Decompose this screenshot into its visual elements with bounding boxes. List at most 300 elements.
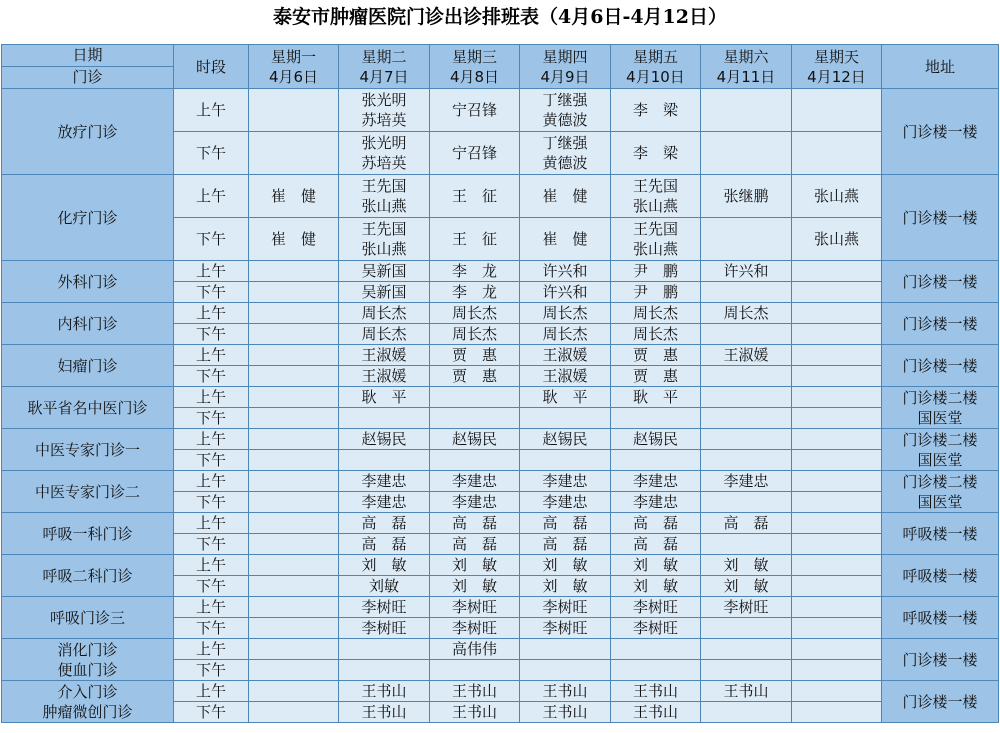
- weekday-label: 星期三: [451, 47, 497, 66]
- doctor-name: 刘 敏: [451, 577, 497, 595]
- doctor-name: 王先国: [361, 177, 407, 195]
- doctor-name: 李建忠: [542, 472, 588, 490]
- doctor-cell: [701, 660, 792, 681]
- doctor-name: 黄德波: [542, 154, 588, 172]
- doctor-cell: [611, 282, 701, 303]
- doctor-cell: [611, 576, 701, 597]
- doctor-cell: [792, 261, 882, 282]
- doctor-name: 王淑媛: [542, 346, 588, 364]
- doctor-name: 张继鹏: [723, 187, 769, 205]
- table-row: [2, 681, 999, 702]
- doctor-cell: [520, 89, 611, 132]
- doctor-name: 刘 敏: [361, 556, 407, 574]
- period-cell: 上午: [174, 639, 249, 660]
- doctor-name: 刘 敏: [451, 556, 497, 574]
- doctor-name: 王书山: [723, 682, 769, 700]
- doctor-name: 黄德波: [542, 111, 588, 129]
- weekday-label: 星期一: [270, 47, 316, 66]
- doctor-cell: [249, 555, 339, 576]
- department-name: [2, 429, 174, 471]
- doctor-cell: [339, 681, 430, 702]
- period-cell: 下午: [174, 324, 249, 345]
- doctor-cell: [611, 450, 701, 471]
- doctor-cell: [520, 555, 611, 576]
- doctor-name: 王书山: [451, 682, 497, 700]
- date-label: 日期: [2, 45, 173, 67]
- doctor-name: 崔 健: [270, 230, 316, 248]
- doctor-name: 王书山: [542, 682, 588, 700]
- doctor-cell: [701, 681, 792, 702]
- department-name: [2, 387, 174, 429]
- doctor-cell: [249, 89, 339, 132]
- doctor-cell: [611, 492, 701, 513]
- doctor-cell: [430, 471, 520, 492]
- doctor-cell: [701, 132, 792, 175]
- doctor-cell: [701, 218, 792, 261]
- period-cell: 上午: [174, 471, 249, 492]
- doctor-cell: [701, 597, 792, 618]
- table-row: [2, 471, 999, 492]
- period-cell: 上午: [174, 175, 249, 218]
- address-line: 呼吸楼一楼: [902, 524, 978, 543]
- address-line: 国医堂: [917, 492, 963, 511]
- doctor-cell: [520, 303, 611, 324]
- doctor-cell: [249, 218, 339, 261]
- doctor-cell: [430, 261, 520, 282]
- address-line: 门诊楼一楼: [902, 692, 978, 711]
- doctor-name: 李树旺: [723, 598, 769, 616]
- doctor-cell: [520, 345, 611, 366]
- doctor-name: 王淑媛: [361, 367, 407, 385]
- doctor-name: 张山燕: [813, 230, 859, 248]
- date-value: 4月9日: [540, 67, 590, 86]
- doctor-cell: [611, 681, 701, 702]
- doctor-name: 王先国: [632, 220, 678, 238]
- department-name-line: 呼吸一科门诊: [42, 524, 133, 543]
- doctor-cell: [792, 324, 882, 345]
- doctor-cell: [249, 282, 339, 303]
- doctor-name: 尹 鹏: [632, 262, 678, 280]
- doctor-cell: [520, 471, 611, 492]
- doctor-cell: [430, 408, 520, 429]
- department-name-line: 呼吸二科门诊: [42, 566, 133, 585]
- doctor-name: 王淑媛: [723, 346, 769, 364]
- doctor-cell: [792, 89, 882, 132]
- doctor-name: 宁召锋: [451, 144, 497, 162]
- doctor-name: 刘 敏: [632, 577, 678, 595]
- doctor-cell: [339, 429, 430, 450]
- doctor-cell: [339, 618, 430, 639]
- doctor-name: 李建忠: [723, 472, 769, 490]
- period-cell: 下午: [174, 534, 249, 555]
- doctor-name: 崔 健: [542, 230, 588, 248]
- doctor-cell: [792, 387, 882, 408]
- doctor-cell: [792, 175, 882, 218]
- period-cell: 下午: [174, 132, 249, 175]
- doctor-cell: [701, 387, 792, 408]
- date-value: 4月10日: [626, 67, 685, 86]
- doctor-name: 刘 敏: [723, 556, 769, 574]
- doctor-name: 丁继强: [542, 134, 588, 152]
- doctor-name: 王书山: [451, 703, 497, 721]
- period-cell: 上午: [174, 303, 249, 324]
- doctor-cell: [339, 218, 430, 261]
- doctor-name: 周长杰: [361, 325, 407, 343]
- department-name-line: 妇瘤门诊: [57, 356, 118, 375]
- doctor-cell: [611, 618, 701, 639]
- doctor-name: 张光明: [361, 91, 407, 109]
- doctor-name: 耿 平: [632, 388, 678, 406]
- doctor-name: 王书山: [361, 682, 407, 700]
- doctor-cell: [520, 282, 611, 303]
- doctor-name: 吴新国: [361, 262, 407, 280]
- doctor-cell: [611, 597, 701, 618]
- doctor-cell: [701, 261, 792, 282]
- doctor-name: 李树旺: [632, 619, 678, 637]
- address-cell: [882, 555, 999, 597]
- doctor-cell: [339, 303, 430, 324]
- doctor-name: 周长杰: [361, 304, 407, 322]
- doctor-name: 高伟伟: [451, 640, 497, 658]
- doctor-cell: [792, 681, 882, 702]
- period-cell: 上午: [174, 513, 249, 534]
- doctor-cell: [792, 639, 882, 660]
- doctor-name: 李 梁: [632, 144, 678, 162]
- doctor-cell: [701, 534, 792, 555]
- doctor-name: 王先国: [632, 177, 678, 195]
- weekday-label: 星期二: [361, 47, 407, 66]
- department-name: [2, 89, 174, 175]
- table-row: [2, 555, 999, 576]
- address-line: 门诊楼二楼: [902, 472, 978, 491]
- doctor-cell: [430, 366, 520, 387]
- doctor-name: 高 磊: [723, 514, 769, 532]
- doctor-cell: [430, 450, 520, 471]
- doctor-name: 王 征: [451, 187, 497, 205]
- doctor-name: 高 磊: [361, 514, 407, 532]
- doctor-cell: [611, 555, 701, 576]
- doctor-cell: [339, 132, 430, 175]
- doctor-cell: [792, 471, 882, 492]
- doctor-cell: [611, 660, 701, 681]
- doctor-cell: [249, 618, 339, 639]
- doctor-cell: [249, 576, 339, 597]
- date-value: 4月12日: [807, 67, 866, 86]
- doctor-cell: [520, 218, 611, 261]
- doctor-cell: [249, 681, 339, 702]
- doctor-name: 张山燕: [361, 197, 407, 215]
- date-value: 4月11日: [716, 67, 776, 86]
- address-cell: [882, 597, 999, 639]
- department-name-line: 化疗门诊: [57, 208, 118, 227]
- doctor-cell: [611, 639, 701, 660]
- doctor-cell: [339, 702, 430, 723]
- doctor-cell: [430, 639, 520, 660]
- address-line: 门诊楼一楼: [902, 272, 978, 291]
- period-cell: 下午: [174, 702, 249, 723]
- doctor-cell: [339, 261, 430, 282]
- department-name-line: 中医专家门诊一: [34, 440, 140, 459]
- doctor-cell: [339, 639, 430, 660]
- doctor-name: 丁继强: [542, 91, 588, 109]
- period-cell: 上午: [174, 261, 249, 282]
- day-header: [430, 45, 520, 89]
- doctor-cell: [701, 429, 792, 450]
- doctor-name: 贾 惠: [632, 367, 678, 385]
- doctor-cell: [520, 366, 611, 387]
- doctor-cell: [249, 366, 339, 387]
- table-row: [2, 387, 999, 408]
- address-cell: [882, 387, 999, 429]
- doctor-cell: [792, 597, 882, 618]
- table-row: [2, 89, 999, 132]
- doctor-cell: [430, 175, 520, 218]
- doctor-cell: [520, 261, 611, 282]
- doctor-cell: [249, 450, 339, 471]
- doctor-cell: [430, 555, 520, 576]
- doctor-name: 李建忠: [361, 472, 407, 490]
- doctor-cell: [792, 345, 882, 366]
- doctor-cell: [701, 513, 792, 534]
- doctor-cell: [701, 303, 792, 324]
- doctor-cell: [611, 261, 701, 282]
- doctor-cell: [520, 639, 611, 660]
- table-row: [2, 429, 999, 450]
- doctor-cell: [611, 429, 701, 450]
- doctor-name: 王先国: [361, 220, 407, 238]
- doctor-cell: [249, 261, 339, 282]
- doctor-cell: [339, 175, 430, 218]
- doctor-cell: [792, 660, 882, 681]
- doctor-name: 贾 惠: [451, 346, 497, 364]
- doctor-name: 李建忠: [361, 493, 407, 511]
- period-cell: 下午: [174, 450, 249, 471]
- doctor-cell: [339, 324, 430, 345]
- doctor-cell: [701, 471, 792, 492]
- department-name: [2, 471, 174, 513]
- department-name-line: 介入门诊: [57, 682, 118, 701]
- period-cell: 下午: [174, 218, 249, 261]
- doctor-name: 耿 平: [542, 388, 588, 406]
- doctor-name: 赵锡民: [361, 430, 407, 448]
- doctor-name: 李建忠: [451, 472, 497, 490]
- period-cell: 上午: [174, 681, 249, 702]
- department-name-line: 内科门诊: [57, 314, 118, 333]
- doctor-cell: [520, 618, 611, 639]
- period-cell: 上午: [174, 429, 249, 450]
- address-cell: [882, 471, 999, 513]
- doctor-name: 李建忠: [542, 493, 588, 511]
- doctor-cell: [339, 513, 430, 534]
- doctor-cell: [249, 429, 339, 450]
- doctor-name: 王书山: [361, 703, 407, 721]
- doctor-name: 王书山: [542, 703, 588, 721]
- doctor-cell: [430, 576, 520, 597]
- address-line: 门诊楼一楼: [902, 208, 978, 227]
- weekday-label: 星期五: [632, 47, 678, 66]
- doctor-cell: [249, 303, 339, 324]
- address-cell: [882, 429, 999, 471]
- doctor-cell: [339, 387, 430, 408]
- period-cell: 下午: [174, 618, 249, 639]
- doctor-name: 张光明: [361, 134, 407, 152]
- doctor-cell: [249, 175, 339, 218]
- doctor-cell: [701, 639, 792, 660]
- doctor-cell: [430, 429, 520, 450]
- doctor-name: 贾 惠: [632, 346, 678, 364]
- weekday-label: 星期六: [723, 47, 769, 66]
- doctor-cell: [430, 303, 520, 324]
- doctor-cell: [430, 345, 520, 366]
- period-cell: 下午: [174, 408, 249, 429]
- period-cell: 上午: [174, 345, 249, 366]
- period-cell: 下午: [174, 282, 249, 303]
- doctor-cell: [792, 366, 882, 387]
- department-name: [2, 175, 174, 261]
- doctor-cell: [520, 576, 611, 597]
- doctor-cell: [701, 366, 792, 387]
- address-line: 国医堂: [917, 450, 963, 469]
- department-name-line: 便血门诊: [57, 660, 118, 679]
- doctor-name: 周长杰: [542, 304, 588, 322]
- doctor-cell: [249, 639, 339, 660]
- address-line: 门诊楼一楼: [902, 122, 978, 141]
- doctor-cell: [701, 618, 792, 639]
- doctor-cell: [611, 408, 701, 429]
- doctor-name: 周长杰: [723, 304, 769, 322]
- doctor-cell: [430, 681, 520, 702]
- doctor-name: 高 磊: [451, 535, 497, 553]
- doctor-name: 周长杰: [632, 304, 678, 322]
- table-row: [2, 345, 999, 366]
- address-cell: [882, 303, 999, 345]
- table-row: [2, 639, 999, 660]
- address-line: 门诊楼一楼: [902, 356, 978, 375]
- doctor-name: 高 磊: [542, 514, 588, 532]
- doctor-name: 宁召锋: [451, 101, 497, 119]
- address-line: 国医堂: [917, 408, 963, 427]
- doctor-name: 崔 健: [542, 187, 588, 205]
- doctor-cell: [430, 218, 520, 261]
- doctor-cell: [339, 282, 430, 303]
- doctor-cell: [249, 387, 339, 408]
- doctor-cell: [792, 132, 882, 175]
- doctor-cell: [792, 534, 882, 555]
- table-row: [2, 303, 999, 324]
- department-name-line: 外科门诊: [57, 272, 118, 291]
- doctor-name: 王书山: [632, 682, 678, 700]
- doctor-cell: [339, 471, 430, 492]
- doctor-cell: [792, 282, 882, 303]
- doctor-cell: [520, 429, 611, 450]
- doctor-cell: [520, 681, 611, 702]
- doctor-cell: [701, 450, 792, 471]
- doctor-cell: [430, 387, 520, 408]
- doctor-name: 李 龙: [451, 283, 497, 301]
- table-row: [2, 261, 999, 282]
- address-line: 呼吸楼一楼: [902, 608, 978, 627]
- doctor-cell: [249, 345, 339, 366]
- department-name-line: 耿平省名中医门诊: [27, 398, 148, 417]
- doctor-name: 刘 敏: [542, 556, 588, 574]
- doctor-name: 周长杰: [451, 325, 497, 343]
- day-header: [249, 45, 339, 89]
- doctor-name: 崔 健: [270, 187, 316, 205]
- doctor-name: 许兴和: [542, 262, 588, 280]
- doctor-name: 李树旺: [542, 619, 588, 637]
- doctor-cell: [339, 597, 430, 618]
- doctor-cell: [430, 492, 520, 513]
- doctor-name: 王 征: [451, 230, 497, 248]
- schedule-table: [1, 44, 999, 723]
- doctor-cell: [249, 534, 339, 555]
- doctor-cell: [792, 492, 882, 513]
- doctor-name: 周长杰: [542, 325, 588, 343]
- doctor-cell: [611, 387, 701, 408]
- doctor-cell: [520, 513, 611, 534]
- schedule-body: [2, 89, 999, 723]
- address-cell: [882, 513, 999, 555]
- doctor-cell: [339, 89, 430, 132]
- table-row: [2, 597, 999, 618]
- doctor-cell: [339, 366, 430, 387]
- doctor-name: 高 磊: [361, 535, 407, 553]
- period-cell: 下午: [174, 366, 249, 387]
- department-name-line: 消化门诊: [57, 640, 118, 659]
- address-cell: [882, 175, 999, 261]
- doctor-name: 张山燕: [361, 240, 407, 258]
- department-name-line: 呼吸门诊三: [49, 608, 125, 627]
- doctor-name: 周长杰: [451, 304, 497, 322]
- doctor-name: 李树旺: [451, 619, 497, 637]
- doctor-name: 苏培英: [361, 111, 407, 129]
- department-name: [2, 345, 174, 387]
- doctor-cell: [430, 282, 520, 303]
- doctor-name: 刘 敏: [542, 577, 588, 595]
- period-cell: 上午: [174, 555, 249, 576]
- doctor-cell: [611, 132, 701, 175]
- doctor-cell: [520, 408, 611, 429]
- doctor-cell: [430, 660, 520, 681]
- address-line: 门诊楼一楼: [902, 650, 978, 669]
- address-line: 门诊楼二楼: [902, 388, 978, 407]
- address-cell: [882, 639, 999, 681]
- period-cell: 上午: [174, 89, 249, 132]
- doctor-cell: [701, 175, 792, 218]
- doctor-cell: [430, 702, 520, 723]
- doctor-cell: [249, 597, 339, 618]
- clinic-label: 门诊: [72, 68, 103, 86]
- day-header: [701, 45, 792, 89]
- weekday-label: 星期四: [542, 47, 588, 66]
- doctor-name: 高 磊: [632, 514, 678, 532]
- doctor-cell: [339, 450, 430, 471]
- day-header: [339, 45, 430, 89]
- doctor-cell: [249, 660, 339, 681]
- department-name: [2, 597, 174, 639]
- department-name: [2, 261, 174, 303]
- department-name-line: 放疗门诊: [57, 122, 118, 141]
- doctor-name: 高 磊: [632, 535, 678, 553]
- doctor-cell: [520, 660, 611, 681]
- department-name: [2, 555, 174, 597]
- doctor-name: 赵锡民: [451, 430, 497, 448]
- doctor-cell: [792, 450, 882, 471]
- address-line: 门诊楼一楼: [902, 314, 978, 333]
- doctor-name: 尹 鹏: [632, 283, 678, 301]
- doctor-cell: [611, 175, 701, 218]
- doctor-cell: [520, 702, 611, 723]
